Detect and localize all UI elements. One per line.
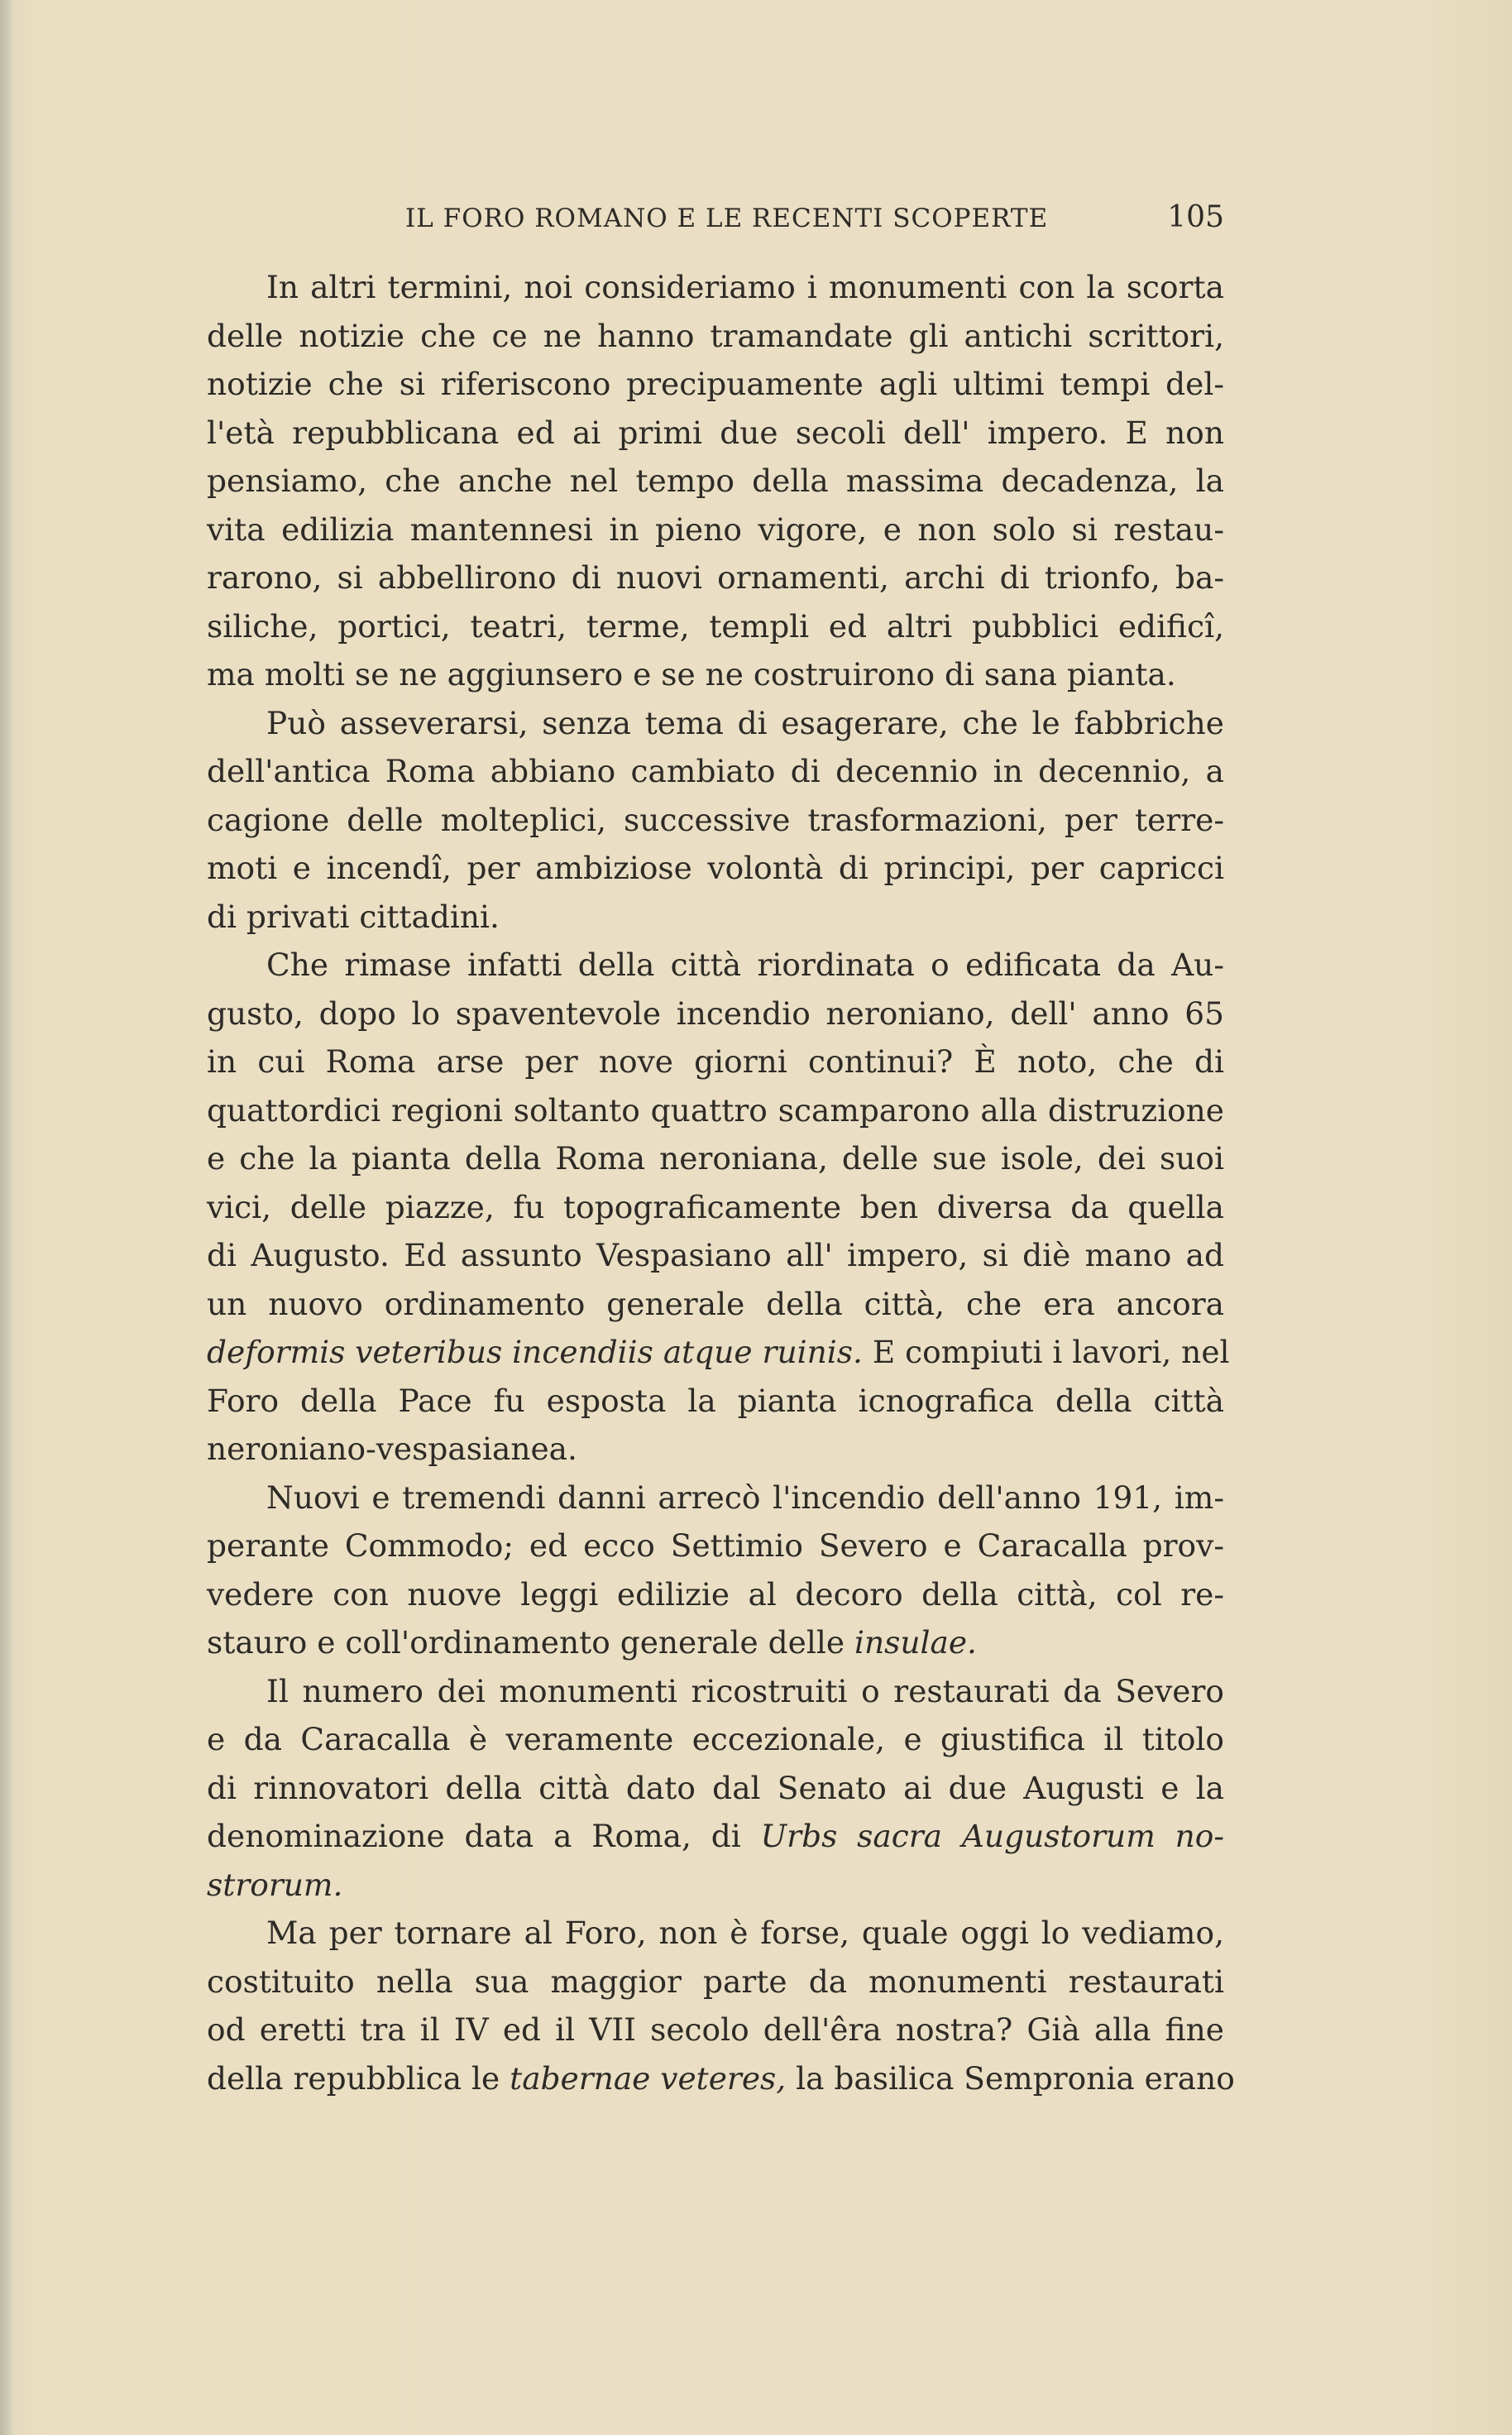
line-text: notizie che si riferiscono precipuamente agli ultimi tempi del-: [207, 366, 1224, 402]
text-line: [207, 1231, 1224, 1280]
text-line: [207, 1377, 1224, 1426]
body-text: [207, 263, 1235, 2102]
italic-text: Urbs sacra Augustorum no-: [760, 1818, 1224, 1854]
line-text: la basilica Sempronia erano: [786, 2059, 1235, 2097]
text-line: [207, 506, 1224, 554]
line-text: pensiamo, che anche nel tempo della massima decadenza, la: [207, 463, 1224, 499]
line-text: gusto, dopo lo spaventevole incendio neroniano, dell' anno 65: [207, 995, 1224, 1032]
text-line: [207, 1958, 1224, 2006]
text-line: [207, 1038, 1224, 1086]
text-line: [207, 1715, 1224, 1764]
line-text: costituito nella sua maggior parte da monumenti restaurati: [207, 1963, 1224, 2000]
text-line: [207, 796, 1224, 845]
text-line: [207, 1425, 1224, 1474]
line-text: di rinnovatori della città dato dal Senato ai due Augusti e la: [207, 1769, 1224, 1806]
text-line: [207, 747, 1224, 796]
text-line: [207, 1086, 1224, 1135]
line-text: E compiuti i lavori, nel: [862, 1334, 1230, 1370]
page-number: 105: [1167, 200, 1224, 234]
line-text: quattordici regioni soltanto quattro scamparono alla distruzione: [207, 1091, 1224, 1129]
text-line: [207, 554, 1224, 602]
text-line: [207, 1134, 1224, 1183]
line-text: in cui Roma arse per nove giorni continui? È noto, che di: [207, 1043, 1224, 1080]
text-line: [207, 2006, 1224, 2054]
line-text: Foro della Pace fu esposta la pianta icnografica della città: [207, 1382, 1224, 1419]
text-line: [207, 699, 1224, 748]
line-text: neroniano-vespasianea.: [207, 1431, 577, 1467]
line-text: di Augusto. Ed assunto Vespasiano all' impero, si diè mano ad: [207, 1237, 1224, 1273]
text-line: [207, 1764, 1224, 1813]
text-line: [207, 650, 1224, 699]
line-text: Nuovi e tremendi danni arrecò l'incendio dell'anno 191, im-: [266, 1479, 1224, 1516]
line-text: vita edilizia mantennesi in pieno vigore, e non solo si restau-: [207, 510, 1224, 548]
text-line: [207, 602, 1224, 651]
text-line: [207, 1812, 1224, 1861]
italic-text: insulae.: [854, 1624, 977, 1661]
text-line: [207, 941, 1224, 990]
text-line: [207, 1618, 1224, 1667]
text-line: [207, 2054, 1235, 2103]
text-line: [207, 1280, 1224, 1329]
line-text: Ma per tornare al Foro, non è forse, quale oggi lo vediamo,: [266, 1915, 1224, 1951]
running-head: IL FORO ROMANO E LE RECENTI SCOPERTE: [405, 204, 1049, 233]
page-header: [207, 197, 1224, 247]
line-text: vici, delle piazze, fu topograficamente ben diversa da quella: [207, 1188, 1224, 1225]
text-line: [207, 1474, 1224, 1522]
text-line: [207, 312, 1224, 361]
line-text: denominazione data a Roma, di: [207, 1818, 761, 1854]
line-text: ma molti se ne aggiunsero e se ne costruirono di sana pianta.: [207, 656, 1176, 693]
text-line: [207, 844, 1224, 893]
text-line: [207, 1861, 1224, 1910]
line-text: stauro e coll'ordinamento generale delle: [207, 1624, 854, 1661]
text-line: [207, 1183, 1224, 1232]
text-line: [207, 1909, 1224, 1958]
line-text: od eretti tra il IV ed il VII secolo dell'êra nostra? Già alla fine: [207, 2011, 1224, 2048]
italic-text: deformis veteribus incendiis atque ruinis.: [207, 1334, 863, 1370]
line-text: perante Commodo; ed ecco Settimio Severo e Caracalla prov-: [207, 1527, 1224, 1564]
italic-text: strorum.: [207, 1866, 343, 1903]
line-text: dell'antica Roma abbiano cambiato di decennio in decennio, a: [207, 753, 1224, 789]
line-text: rarono, si abbellirono di nuovi ornamenti, archi di trionfo, ba-: [207, 559, 1224, 596]
line-text: di privati cittadini.: [207, 898, 500, 935]
text-line: [207, 409, 1224, 458]
line-text: In altri termini, noi consideriamo i monumenti con la scorta: [266, 269, 1224, 305]
line-text: Il numero dei monumenti ricostruiti o restaurati da Severo: [266, 1672, 1224, 1709]
page-spine-edge: [0, 0, 12, 2435]
text-line: [207, 263, 1224, 312]
text-line: [207, 1328, 1230, 1377]
line-text: moti e incendî, per ambiziose volontà di principi, per capricci: [207, 850, 1224, 886]
text-line: [207, 1522, 1224, 1570]
line-text: un nuovo ordinamento generale della città, che era ancora: [207, 1285, 1224, 1322]
text-line: [207, 1667, 1224, 1716]
line-text: della repubblica le: [207, 2059, 510, 2097]
line-text: e che la pianta della Roma neroniana, delle sue isole, dei suoi: [207, 1140, 1224, 1177]
text-line: [207, 1570, 1224, 1619]
text-line: [207, 457, 1224, 506]
line-text: delle notizie che ce ne hanno tramandate gli antichi scrittori,: [207, 317, 1224, 354]
line-text: Che rimase infatti della città riordinata o edificata da Au-: [266, 947, 1224, 983]
italic-text: tabernae veteres,: [510, 2059, 787, 2097]
text-line: [207, 990, 1224, 1038]
line-text: Può asseverarsi, senza tema di esagerare, che le fabbriche: [266, 704, 1224, 741]
text-line: [207, 360, 1224, 409]
line-text: cagione delle molteplici, successive trasformazioni, per terre-: [207, 801, 1224, 838]
line-text: e da Caracalla è veramente eccezionale, e giustifica il titolo: [207, 1721, 1224, 1757]
line-text: vedere con nuove leggi edilizie al decoro della città, col re-: [207, 1575, 1224, 1613]
text-line: [207, 893, 1224, 942]
line-text: l'età repubblicana ed ai primi due secoli dell' impero. E non: [207, 414, 1224, 451]
line-text: siliche, portici, teatri, terme, templi ed altri pubblici edificî,: [207, 607, 1224, 645]
